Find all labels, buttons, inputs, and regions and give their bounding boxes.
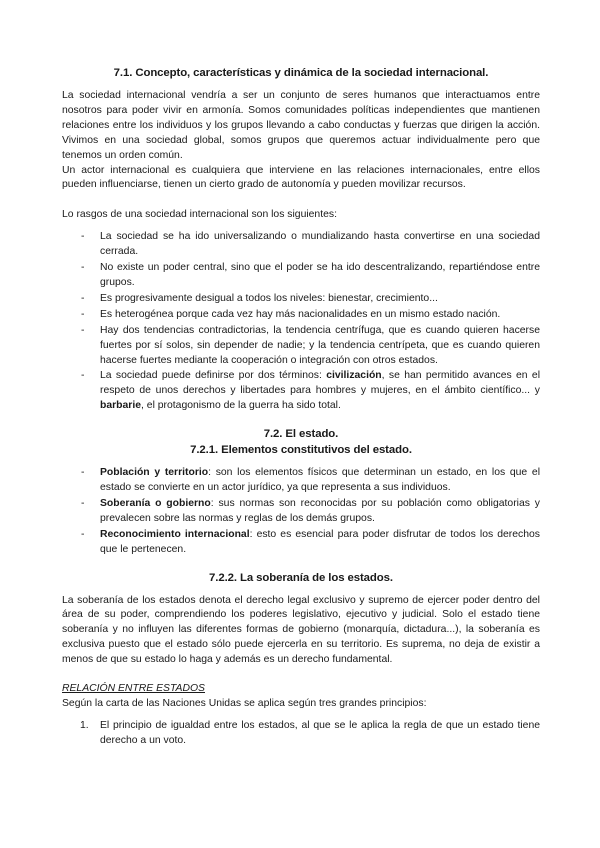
bullet-marker: -: [81, 308, 85, 320]
list-item: - La sociedad puede definirse por dos términos: civilización, se han permitido avances en el respeto de unos derechos y libertades para hombres y mujeres, en el ámbito científico... y barbarie, el protagonismo de la guerra ha sido total.: [81, 370, 540, 412]
list-item: - No existe un poder central, sino que el poder se ha ido descentralizando, repartiéndose entre grupos.: [81, 262, 540, 288]
bullet-marker: -: [81, 528, 85, 540]
list-item: - Reconocimiento internacional: esto es esencial para poder disfrutar de todos los derechos que le pertenecen.: [81, 528, 540, 555]
section-7-2-2-title: 7.2.2. La soberanía de los estados.: [209, 571, 393, 584]
bullet-marker: -: [81, 324, 85, 336]
traits-list: [62, 230, 540, 414]
list-item: - Población y territorio: son los elementos físicos que determinan un estado, en los que el estado se convierte en un actor jurídico, ya que representa a sus individuos.: [81, 467, 540, 494]
list-item: - Hay dos tendencias contradictorias, la tendencia centrífuga, que es cuando quieren hacerse fuertes por sí solos, sin depender de nadie; y la tendencia centrípeta, que es cuando quieren hacerse fuertes mediante la cooperación o integración con otros estados.: [81, 324, 540, 366]
bullet-marker: -: [81, 262, 85, 274]
bullet-marker: -: [81, 467, 85, 479]
term-civilizacion: civilización: [326, 370, 382, 382]
term-barbarie: barbarie: [100, 400, 142, 412]
principles-list: [62, 719, 540, 749]
list-item: - Soberanía o gobierno: sus normas son reconocidas por su población como obligatorias y prevalecen sobre las normas y reglas de los demás grupos.: [81, 497, 540, 524]
traits-intro-paragraph: Lo rasgos de una sociedad internacional son los siguientes:: [62, 209, 337, 221]
society-definition-paragraph: La sociedad internacional vendría a ser un conjunto de seres humanos que interactuamos entre nosotros para poder vivir en armonía. Somos comunidades políticas independientes que mantienen relaciones entre los individuos y los grupos llevando a cabo conductas y fuerzas que dirigen la acción. Vivimos en una sociedad global, somos grupos que queremos actuar individualmente pero que tenemos un orden común.: [62, 90, 540, 161]
sovereignty-paragraph: La soberanía de los estados denota el derecho legal exclusivo y supremo de ejercer poder dentro del área de su poder, comprendiendo los poderes legislativo, ejecutivo y judicial. Solo el estado tiene soberanía y no influyen las diferentes formas de gobierno (monarquía, dictadura...), la soberanía es exclusiva puesto que el estado sólo puede ejercerla en su territorio. Es suprema, no deja de existir a menos de que su estado lo haga y además es un derecho fundamental.: [62, 594, 540, 666]
list-item: 1. El principio de igualdad entre los estados, al que se le aplica la regla de que un estado tiene derecho a un voto.: [80, 719, 540, 746]
bullet-marker: -: [81, 497, 85, 509]
international-actor-paragraph: Un actor internacional es cualquiera que interviene en las relaciones internacionales, entre ellos pueden influenciarse, tienen un cierto grado de autonomía y pueden movilizar recursos.: [62, 164, 540, 191]
state-elements-list: [62, 466, 540, 557]
bullet-marker: -: [81, 231, 85, 243]
list-item: - La sociedad se ha ido universalizando o mundializando hasta convertirse en una sociedad cerrada.: [81, 231, 540, 258]
number-marker: 1.: [80, 719, 89, 731]
section-7-2-1-title: 7.2.1. Elementos constitutivos del estado.: [190, 444, 412, 457]
section-7-1-title: 7.1. Concepto, características y dinámica de la sociedad internacional.: [113, 67, 489, 79]
section-7-2-title: 7.2. El estado.: [263, 428, 339, 441]
bullet-marker: -: [81, 292, 85, 304]
document-page: [62, 62, 540, 749]
list-item: - Es progresivamente desigual a todos los niveles: bienestar, crecimiento...: [62, 292, 540, 307]
bullet-marker: -: [81, 370, 85, 382]
un-charter-paragraph: Según la carta de las Naciones Unidas se aplica según tres grandes principios:: [62, 698, 427, 709]
relacion-heading: RELACIÓN ENTRE ESTADOS: [62, 683, 205, 695]
list-item: - Es heterogénea porque cada vez hay más nacionalidades en un mismo estado nación.: [62, 308, 540, 323]
